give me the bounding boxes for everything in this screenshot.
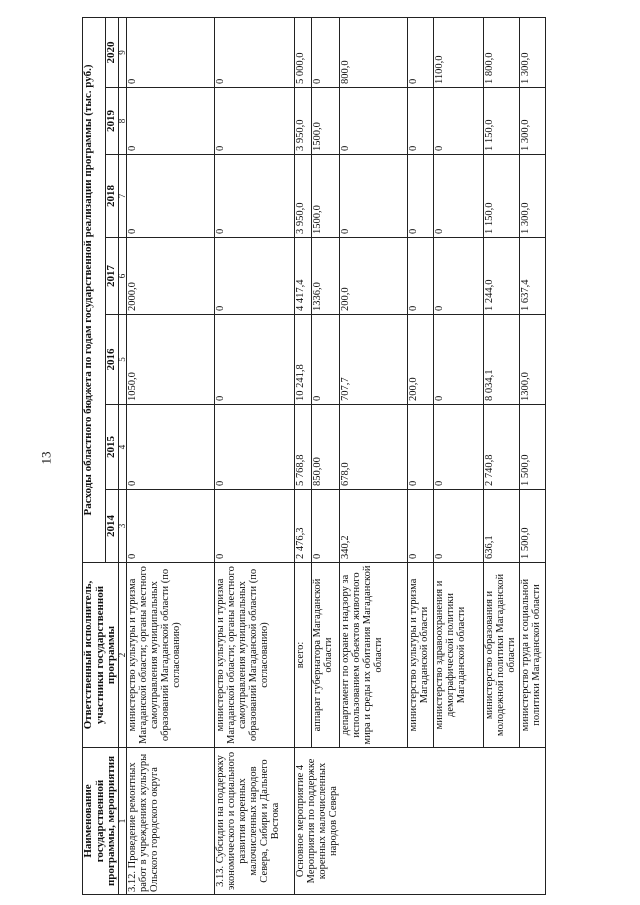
value-cell: 0 <box>126 405 214 490</box>
value-cell: 0 <box>339 155 407 238</box>
value-cell: 4 417,4 <box>294 238 311 315</box>
value-cell: 0 <box>433 405 483 490</box>
value-cell: 0 <box>126 17 214 87</box>
year-header: 2020 <box>105 17 118 87</box>
value-cell: 1300,0 <box>519 315 545 405</box>
value-cell: 0 <box>433 238 483 315</box>
value-cell: 0 <box>126 155 214 238</box>
year-header: 2015 <box>105 405 118 490</box>
value-cell: 1 150,0 <box>483 155 519 238</box>
year-header: 2018 <box>105 155 118 238</box>
value-cell: 1 637,4 <box>519 238 545 315</box>
value-cell: 0 <box>407 17 433 87</box>
header-name: Наименование государственной программы, мероприятия <box>83 748 119 895</box>
page-number: 13 <box>38 451 54 465</box>
value-cell: 1336,0 <box>311 238 339 315</box>
value-cell: 1 800,0 <box>483 17 519 87</box>
row-executor: министерство образования и молодежной политики Магаданской области <box>483 563 519 748</box>
value-cell: 1 244,0 <box>483 238 519 315</box>
value-cell: 0 <box>407 155 433 238</box>
value-cell: 1500,0 <box>311 88 339 155</box>
column-number: 5 <box>118 315 126 405</box>
value-cell: 0 <box>214 490 294 563</box>
header-budget: Расходы областного бюджета по годам государственной реализации программы (тыс. руб.) <box>83 17 106 562</box>
row-executor: министерство культуры и туризма Магаданской области; органы местного самоуправления муниципальных образований Магаданской области (по согласованию) <box>214 563 294 748</box>
value-cell: 1 300,0 <box>519 155 545 238</box>
value-cell: 8 034,1 <box>483 315 519 405</box>
value-cell: 5 000,0 <box>294 17 311 87</box>
value-cell: 200,0 <box>407 315 433 405</box>
value-cell: 1 500,0 <box>519 405 545 490</box>
row-name: Основное мероприятие 4 Мероприятия по поддержке коренных малочисленных народов Севера <box>294 748 545 895</box>
row-executor: министерство здравоохранения и демографической политики Магаданской области <box>433 563 483 748</box>
row-executor: министерство культуры и туризма Магаданской области <box>407 563 433 748</box>
value-cell: 0 <box>407 88 433 155</box>
value-cell: 1100,0 <box>433 17 483 87</box>
value-cell: 0 <box>214 17 294 87</box>
row-executor: министерство труда и социальной политики Магаданской области <box>519 563 545 748</box>
value-cell: 0 <box>214 315 294 405</box>
row-name: 3.12. Проведение ремонтных работ в учреждениях культуры Ольского городского округа <box>126 748 214 895</box>
value-cell: 0 <box>214 155 294 238</box>
value-cell: 2000,0 <box>126 238 214 315</box>
year-header: 2016 <box>105 315 118 405</box>
row-name: 3.13. Субсидии на поддержку экономического и социального развития коренных малочисленных народов Севера, Сибири и Дальнего Востока <box>214 748 294 895</box>
column-number: 1 <box>118 748 126 895</box>
value-cell: 1 300,0 <box>519 17 545 87</box>
value-cell: 1500,0 <box>311 155 339 238</box>
value-cell: 1050,0 <box>126 315 214 405</box>
value-cell: 0 <box>214 88 294 155</box>
value-cell: 0 <box>126 490 214 563</box>
value-cell: 0 <box>433 490 483 563</box>
year-header: 2019 <box>105 88 118 155</box>
value-cell: 0 <box>407 238 433 315</box>
value-cell: 340,2 <box>339 490 407 563</box>
value-cell: 0 <box>407 490 433 563</box>
value-cell: 1 500,0 <box>519 490 545 563</box>
row-executor: аппарат губернатора Магаданской области <box>311 563 339 748</box>
value-cell: 678,0 <box>339 405 407 490</box>
value-cell: 5 768,8 <box>294 405 311 490</box>
column-number: 4 <box>118 405 126 490</box>
column-number: 2 <box>118 563 126 748</box>
value-cell: 0 <box>311 315 339 405</box>
value-cell: 0 <box>126 88 214 155</box>
column-number: 6 <box>118 238 126 315</box>
value-cell: 10 241,8 <box>294 315 311 405</box>
year-header: 2014 <box>105 490 118 563</box>
value-cell: 636,1 <box>483 490 519 563</box>
value-cell: 0 <box>433 315 483 405</box>
column-number: 7 <box>118 155 126 238</box>
column-number: 8 <box>118 88 126 155</box>
value-cell: 0 <box>214 405 294 490</box>
value-cell: 850,00 <box>311 405 339 490</box>
row-executor: департамент по охране и надзору за использованием объектов животного мира и среды их обитания Магаданской области <box>339 563 407 748</box>
value-cell: 2 476,3 <box>294 490 311 563</box>
value-cell: 1 150,0 <box>483 88 519 155</box>
column-number: 3 <box>118 490 126 563</box>
column-number: 9 <box>118 17 126 87</box>
value-cell: 200,0 <box>339 238 407 315</box>
year-header: 2017 <box>105 238 118 315</box>
budget-table <box>82 17 546 895</box>
header-executor: Ответственный исполнитель, участники государственной программы <box>83 563 119 748</box>
table-row <box>294 17 311 894</box>
value-cell: 1 300,0 <box>519 88 545 155</box>
value-cell: 0 <box>433 155 483 238</box>
value-cell: 0 <box>433 88 483 155</box>
value-cell: 2 740,8 <box>483 405 519 490</box>
value-cell: 0 <box>339 88 407 155</box>
value-cell: 0 <box>214 238 294 315</box>
value-cell: 707,7 <box>339 315 407 405</box>
value-cell: 3 950,0 <box>294 155 311 238</box>
table-row <box>126 17 214 894</box>
table-row <box>214 17 294 894</box>
value-cell: 800,0 <box>339 17 407 87</box>
row-executor: всего: <box>294 563 311 748</box>
row-executor: министерство культуры и туризма Магаданской области; органы местного самоуправления муниципальных образований Магаданской области (по согласованию) <box>126 563 214 748</box>
value-cell: 3 950,0 <box>294 88 311 155</box>
value-cell: 0 <box>311 17 339 87</box>
value-cell: 0 <box>407 405 433 490</box>
value-cell: 0 <box>311 490 339 563</box>
